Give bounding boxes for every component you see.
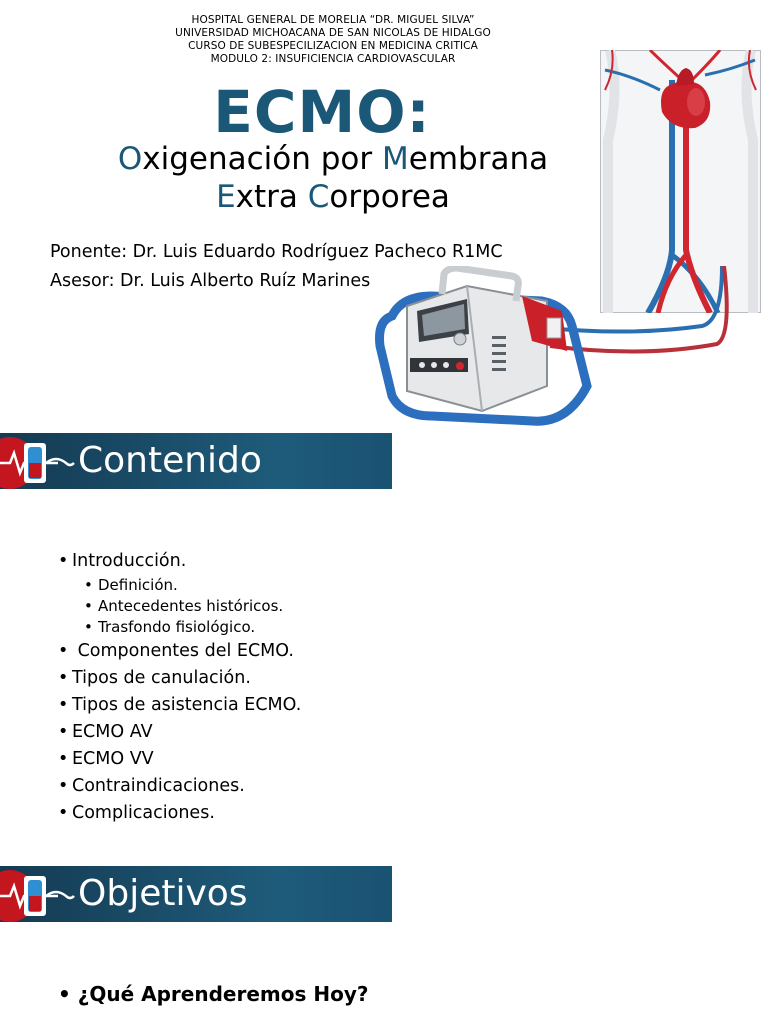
list-item-text: ECMO AV (72, 722, 153, 742)
header-line-4: MODULO 2: INSUFICIENCIA CARDIOVASCULAR (210, 53, 456, 65)
bullet: • (58, 722, 69, 742)
bullet: • (84, 576, 93, 594)
cardio-emblem-icon (0, 429, 76, 493)
header-line-3: CURSO DE SUBESPECILIZACION EN MEDICINA CRITICA (188, 40, 478, 52)
list-item-text: Introducción. (72, 551, 187, 571)
header-line-1: HOSPITAL GENERAL DE MORELIA “DR. MIGUEL SILVA” (191, 14, 475, 26)
list-item (58, 692, 301, 719)
subtitle-line-2 (0, 178, 666, 216)
list-item (58, 746, 301, 773)
header-line-2: UNIVERSIDAD MICHOACANA DE SAN NICOLAS DE HIDALGO (175, 27, 491, 39)
bullet: • (58, 982, 78, 1006)
list-item (58, 665, 301, 692)
subtitle-segment: C (307, 179, 330, 215)
ecmo-machine-illustration (372, 266, 732, 431)
list-item-text: Antecedentes históricos. (98, 597, 284, 615)
list-item-text: Tipos de asistencia ECMO. (72, 695, 302, 715)
bullet: • (58, 551, 69, 571)
bullet: • (84, 618, 93, 636)
list-item-text: Contraindicaciones. (72, 776, 245, 796)
list-item-text: Componentes del ECMO. (72, 641, 294, 661)
list-item-text: Tipos de canulación. (72, 668, 251, 688)
bullet: • (58, 749, 69, 769)
subtitle-segment: embrana (408, 141, 549, 177)
bullet: • (58, 803, 69, 823)
bullet: • (58, 641, 69, 661)
subtitle-segment: xigenación por (142, 141, 383, 177)
contents-list (58, 548, 301, 827)
subtitle-line-1 (0, 140, 666, 178)
list-item-text: Definición. (98, 576, 178, 594)
list-item (58, 719, 301, 746)
subtitle-segment: E (216, 179, 236, 215)
list-item (58, 575, 301, 596)
section-title-contenido: Contenido (78, 440, 262, 481)
subtitle (0, 140, 666, 216)
asesor-text: Asesor: Dr. Luis Alberto Ruíz Marines (50, 271, 371, 291)
bullet: • (58, 776, 69, 796)
list-item (58, 638, 301, 665)
subtitle-segment: orporea (329, 179, 450, 215)
subtitle-segment: xtra (235, 179, 308, 215)
page-title: ECMO: (213, 78, 431, 146)
list-item-text: ECMO VV (72, 749, 154, 769)
section-header-objetivos (0, 866, 392, 922)
list-item (58, 548, 301, 575)
bullet: • (58, 668, 69, 688)
list-item (58, 617, 301, 638)
list-item-text: Complicaciones. (72, 803, 215, 823)
section-header-contenido (0, 433, 392, 489)
institution-header (100, 14, 566, 66)
objetivos-question (58, 982, 368, 1006)
objetivos-question-text: ¿Qué Aprenderemos Hoy? (77, 982, 369, 1006)
list-item (58, 773, 301, 800)
ponente-text: Ponente: Dr. Luis Eduardo Rodríguez Pacheco R1MC (50, 242, 503, 262)
bullet: • (84, 597, 93, 615)
subtitle-segment: M (382, 141, 409, 177)
list-item-text: Trasfondo fisiológico. (98, 618, 256, 636)
section-title-objetivos: Objetivos (78, 873, 248, 914)
subtitle-segment: O (117, 141, 143, 177)
list-item (58, 596, 301, 617)
list-item (58, 800, 301, 827)
cardio-emblem-icon (0, 862, 76, 926)
bullet: • (58, 695, 69, 715)
